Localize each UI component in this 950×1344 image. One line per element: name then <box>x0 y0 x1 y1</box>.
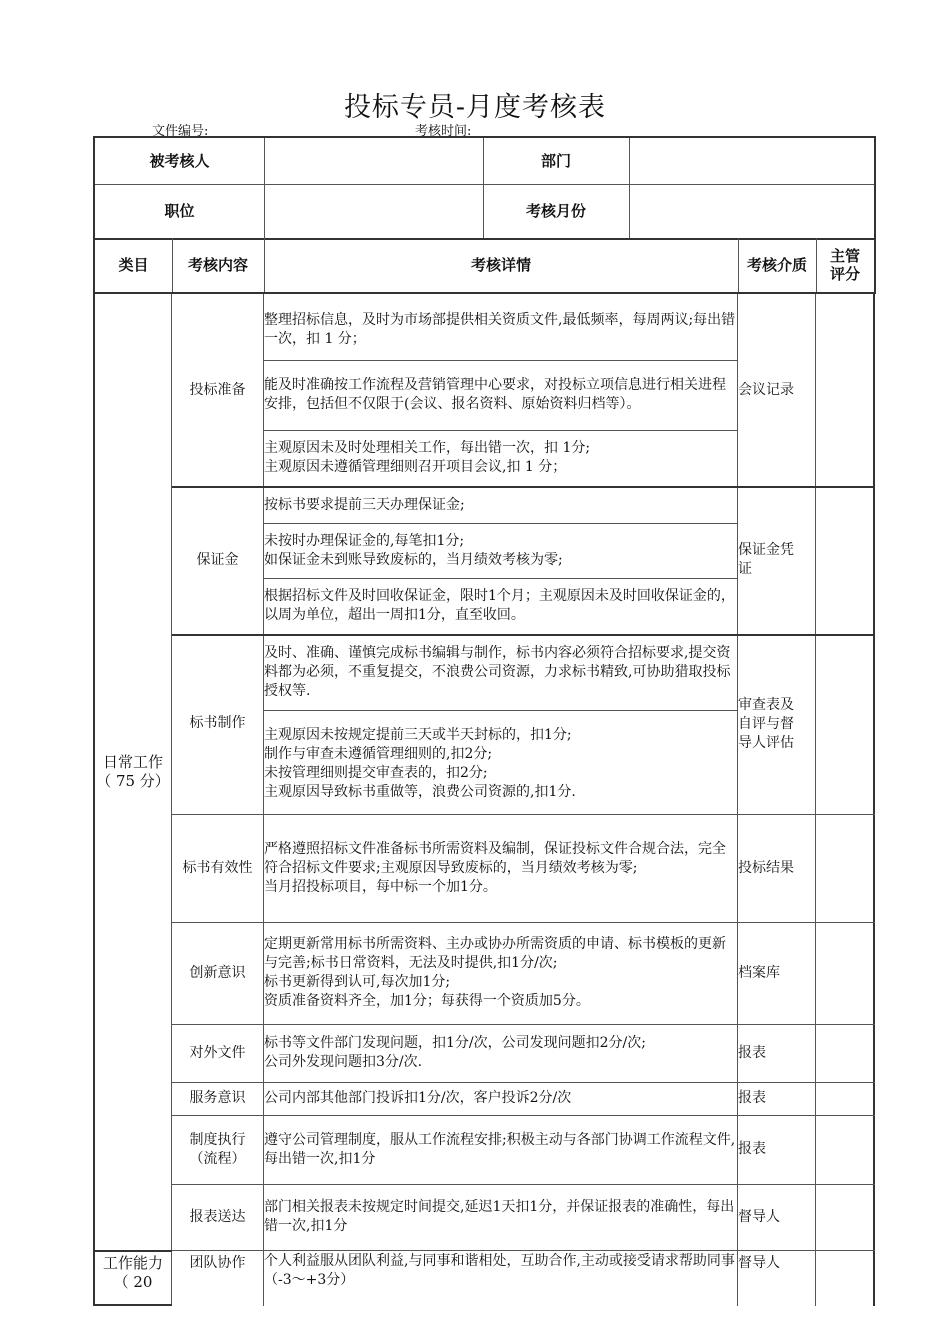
item-innovation: 创新意识 <box>189 964 246 981</box>
col-medium: 考核介质 <box>746 256 807 274</box>
bid-making-detail-2: 主观原因未按规定提前三天或半天封标的，扣1分; 制作与审查未遵循管理细则的,扣2分; 未按管理细则提交审查表的，扣2分; 主观原因导致标书重做等，浪费公司资源的,扣1分. <box>264 727 576 800</box>
item-reporting: 报表送达 <box>189 1208 246 1225</box>
col-detail: 考核详情 <box>470 256 531 274</box>
item-process: 制度执行 （流程） <box>189 1131 246 1167</box>
bid-validity-detail: 严格遵照招标文件准备标书所需资料及编制，保证投标文件合规合法，完全符合招标文件要求;主观原因导致废标的，当月绩效考核为零; 当月招投标项目，每中标一个加1分。 <box>264 840 726 895</box>
assessment-time-label: 考核时间: <box>415 124 472 139</box>
bid-prep-detail-2: 能及时准确按工作流程及营销管理中心要求，对投标立项信息进行相关进程安排，包括但不仅限于(会议、报名资料、原始资料归档等）。 <box>264 377 726 412</box>
item-bid-validity: 标书有效性 <box>182 859 253 876</box>
col-content: 考核内容 <box>187 256 248 274</box>
reporting-detail: 部门相关报表未按规定时间提交,延迟1天扣1分，并保证报表的准确性，每出错一次,扣1分 <box>264 1199 735 1234</box>
category-daily-work: 日常工作 （ 75 分） <box>96 753 170 790</box>
process-medium: 报表 <box>738 1141 766 1157</box>
item-service: 服务意识 <box>189 1090 246 1106</box>
teamwork-medium: 督导人 <box>738 1255 780 1271</box>
bid-making-detail-1: 及时、准确、谨慎完成标书编辑与制作，标书内容必须符合招标要求,提交资料都为必须，不重复提交，不浪费公司资源，力求标书精致,可协助猎取投标授权等. <box>264 644 731 699</box>
reporting-medium: 督导人 <box>738 1208 780 1225</box>
innovation-medium: 档案库 <box>738 964 780 981</box>
deposit-medium: 保证金凭 证 <box>738 542 794 577</box>
bid-prep-medium: 会议记录 <box>738 381 794 398</box>
teamwork-detail: 个人利益服从团队利益,与同事和谐相处，互助合作,主动或接受请求帮助同事（-3～+3分） <box>264 1253 735 1288</box>
item-external-docs: 对外文件 <box>189 1044 246 1061</box>
innovation-detail: 定期更新常用标书所需资料、主办或协办所需资质的申请、标书模板的更新与完善;标书日常资料，无法及时提供,扣1分/次; 标书更新得到认可,每次加1分; 资质准备资料齐全，加1分；每获得一个资质加5分。 <box>264 936 726 1009</box>
assessee-label: 被考核人 <box>149 152 210 170</box>
process-detail: 遵守公司管理制度，服从工作流程安排;积极主动与各部门协调工作流程文件,每出错一次,扣1分 <box>264 1131 736 1167</box>
category-work-ability: 工作能力 （ 20 <box>102 1254 163 1291</box>
assessment-body <box>93 294 876 1306</box>
item-bid-prep: 投标准备 <box>189 381 246 398</box>
item-teamwork: 团队协作 <box>189 1255 246 1271</box>
bid-prep-detail-1: 整理招标信息，及时为市场部提供相关资质文件,最低频率，每周两议;每出错一次，扣 1 分； <box>264 312 736 347</box>
deposit-detail-2: 未按时办理保证金的,每笔扣1分; 如保证金未到账导致废标的，当月绩效考核为零; <box>264 533 563 568</box>
col-category: 类目 <box>118 256 149 274</box>
bid-validity-medium: 投标结果 <box>738 859 794 876</box>
bid-prep-detail-3: 主观原因未及时处理相关工作，每出错一次，扣 1分; 主观原因未遵循管理细则召开项目会议,扣 1 分； <box>264 440 591 475</box>
position-label: 职位 <box>164 202 195 220</box>
doc-number-label: 文件编号: <box>152 124 209 139</box>
page-title: 投标专员-月度考核表 <box>343 92 607 123</box>
item-deposit: 保证金 <box>196 551 239 568</box>
month-label: 考核月份 <box>525 202 586 220</box>
service-detail: 公司内部其他部门投诉扣1分/次，客户投诉2分/次 <box>264 1090 572 1106</box>
external-docs-detail: 标书等文件部门发现问题，扣1分/次，公司发现问题扣2分/次; 公司外发现问题扣3分/次. <box>264 1035 646 1070</box>
external-docs-medium: 报表 <box>738 1044 766 1061</box>
deposit-detail-1: 按标书要求提前三天办理保证金; <box>264 496 465 513</box>
item-bid-making: 标书制作 <box>189 715 246 731</box>
col-score: 主管 评分 <box>829 247 860 283</box>
deposit-detail-3: 根据招标文件及时回收保证金，限时1个月；主观原因未及时回收保证金的，以周为单位，超出一周扣1分，直至收回。 <box>264 588 735 623</box>
header-info-box <box>93 136 876 294</box>
department-label: 部门 <box>540 152 571 170</box>
service-medium: 报表 <box>738 1090 766 1106</box>
bid-making-medium: 审查表及 自评与督 导人评估 <box>738 696 794 751</box>
